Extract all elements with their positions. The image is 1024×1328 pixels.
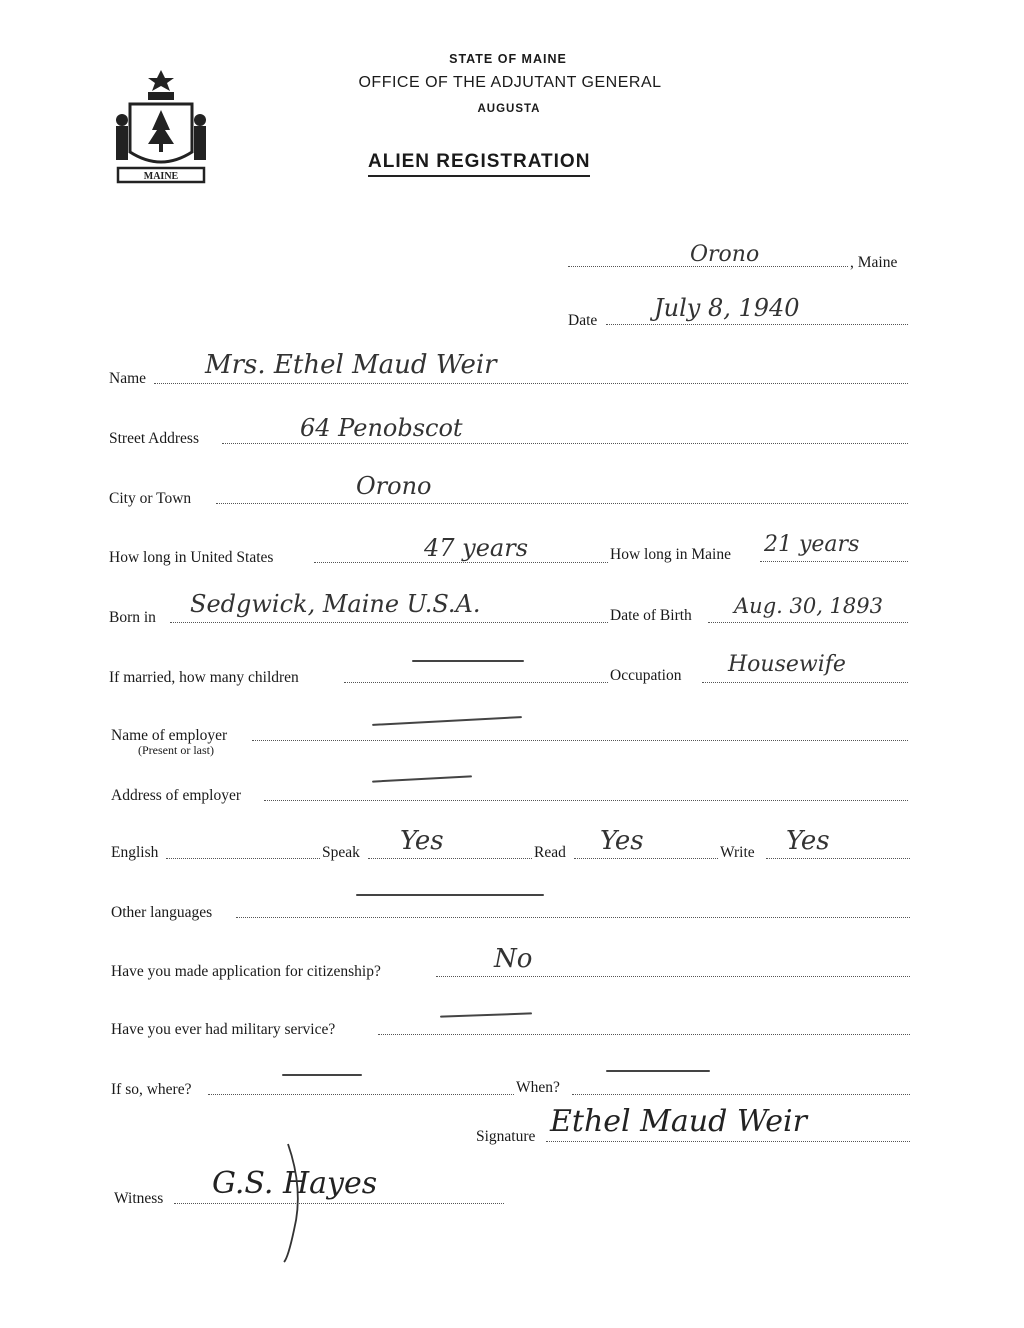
citizenship-label: Have you made application for citizenship? (111, 963, 381, 980)
military-line (378, 1034, 910, 1035)
employer-address-dash (372, 775, 472, 782)
other-lang-line (236, 917, 910, 918)
when-dash (606, 1070, 710, 1072)
occupation-entry: Housewife (728, 652, 846, 677)
employer-address-line (264, 800, 908, 801)
when-line (572, 1094, 910, 1095)
header-state: STATE OF MAINE (449, 52, 567, 66)
where-line (208, 1094, 514, 1095)
dob-entry: Aug. 30, 1893 (734, 594, 883, 618)
city-line (216, 503, 908, 504)
born-label: Born in (109, 609, 156, 626)
date-line (606, 324, 908, 325)
us-label: How long in United States (109, 549, 274, 566)
employer-dash (372, 716, 522, 725)
read-entry: Yes (600, 826, 644, 856)
where-label: If so, where? (111, 1081, 192, 1098)
header-city: AUGUSTA (477, 103, 541, 115)
write-line (766, 858, 910, 859)
speak-entry: Yes (400, 826, 444, 856)
other-lang-dash (356, 894, 544, 896)
maine-entry: 21 years (764, 532, 860, 557)
other-lang-label: Other languages (111, 904, 213, 921)
english-line (166, 858, 320, 859)
witness-label: Witness (114, 1190, 164, 1207)
street-line (222, 443, 908, 444)
speak-label: Speak (322, 844, 360, 861)
maine-line (760, 561, 908, 562)
city-entry: Orono (356, 472, 432, 500)
military-dash (440, 1012, 532, 1017)
citizenship-line (436, 976, 910, 977)
english-label: English (111, 844, 159, 861)
occupation-line (702, 682, 908, 683)
children-line (344, 682, 608, 683)
military-label: Have you ever had military service? (111, 1021, 336, 1038)
read-line (574, 858, 718, 859)
occupation-label: Occupation (610, 667, 682, 684)
born-line (170, 622, 608, 623)
name-label: Name (109, 370, 147, 387)
where-dash (282, 1074, 362, 1076)
form-title: ALIEN REGISTRATION (368, 151, 590, 177)
header-office: OFFICE OF THE ADJUTANT GENERAL (358, 74, 662, 91)
write-entry: Yes (786, 826, 830, 856)
us-line (314, 562, 608, 563)
write-label: Write (720, 844, 755, 861)
maine-label: How long in Maine (610, 546, 731, 563)
dob-line (708, 622, 908, 623)
seal-text: MAINE (143, 171, 179, 182)
children-label: If married, how many children (109, 669, 299, 686)
employer-address-label: Address of employer (111, 787, 241, 804)
signature-line (546, 1141, 910, 1142)
street-label: Street Address (109, 430, 199, 447)
born-entry: Sedgwick, Maine U.S.A. (190, 590, 481, 618)
dob-label: Date of Birth (610, 607, 692, 624)
signature-label: Signature (476, 1128, 536, 1145)
employer-label: Name of employer (111, 727, 228, 744)
citizenship-entry: No (494, 944, 533, 974)
when-label: When? (516, 1079, 560, 1096)
name-entry: Mrs. Ethel Maud Weir (205, 350, 497, 380)
speak-line (368, 858, 532, 859)
employer-line (252, 740, 908, 741)
children-dash (412, 660, 524, 662)
employer-sublabel: (Present or last) (138, 743, 214, 757)
date-label: Date (568, 312, 598, 329)
location-entry: Orono (690, 242, 760, 267)
location-suffix: , Maine (850, 254, 898, 271)
read-label: Read (534, 844, 566, 861)
name-line (154, 383, 908, 384)
date-entry: July 8, 1940 (654, 294, 800, 322)
us-entry: 47 years (424, 534, 529, 562)
city-label: City or Town (109, 490, 192, 507)
witness-line (174, 1203, 504, 1204)
witness-flourish (276, 1140, 316, 1270)
street-entry: 64 Penobscot (300, 414, 463, 442)
signature-entry: Ethel Maud Weir (550, 1104, 807, 1139)
witness-entry: G.S. Hayes (212, 1166, 378, 1201)
